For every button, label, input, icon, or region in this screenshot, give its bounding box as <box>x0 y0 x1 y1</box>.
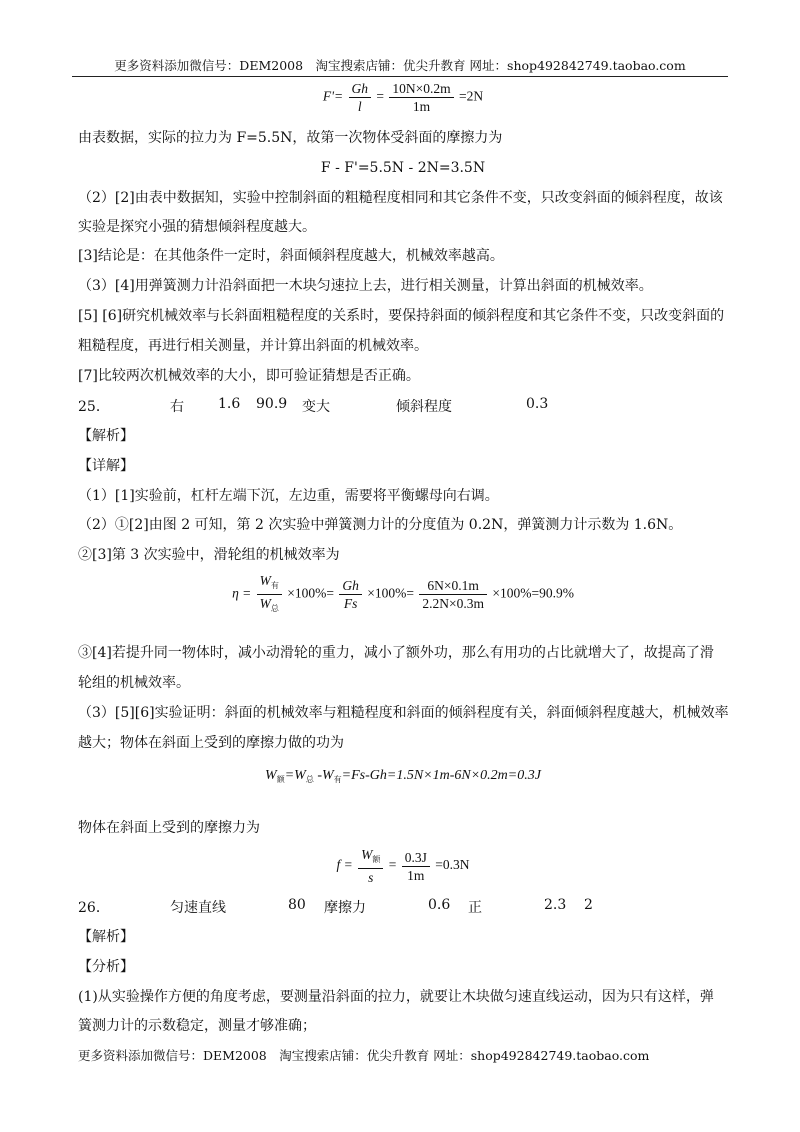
denominator: s <box>368 870 374 885</box>
formula-text: W <box>265 768 277 783</box>
paragraph: ③[4]若提升同一物体时，减小动滑轮的重力，减小了额外功，那么有用功的占比就增大了，故提高了滑 <box>78 645 714 661</box>
paragraph: （2）[2]由表中数据知，实验中控制斜面的粗糙程度相同和其它条件不变，只改变斜面的倾斜程度，故该 <box>78 190 723 206</box>
formula-f-prime <box>78 80 728 115</box>
paragraph: (1)从实验操作方便的角度考虑，要测量沿斜面的拉力，就要让木块做匀速直线运动，因为只有这样，弹 <box>78 989 714 1005</box>
fraction <box>389 80 453 115</box>
paragraph: [5] [6]研究机械效率与长斜面粗糙程度的关系时，要保持斜面的倾斜程度和其它条件不变，只改变斜面的 <box>78 308 725 324</box>
page-header: 更多资料添加微信号：DEM2008 淘宝搜索店铺：优尖升教育 网址：shop492842749.taobao.com <box>114 58 686 73</box>
denominator: 1m <box>407 867 425 883</box>
subscript: 有 <box>333 775 342 784</box>
answer-blank: 匀速直线 <box>170 900 226 916</box>
fraction <box>402 849 430 884</box>
question-number: 26． <box>78 900 110 916</box>
paragraph: 越大；物体在斜面上受到的摩擦力做的功为 <box>78 735 344 751</box>
paragraph: [7]比较两次机械效率的大小，即可验证猜想是否正确。 <box>78 368 420 384</box>
subscript: 总 <box>270 604 279 613</box>
section-label: 【详解】 <box>78 458 134 474</box>
answer-blank: 0.3 <box>526 396 549 412</box>
question-number: 25． <box>78 399 110 415</box>
paragraph: 实验是探究小强的猜想倾斜程度越大。 <box>78 219 316 235</box>
paragraph: （2）①[2]由图 2 可知，第 2 次实验中弹簧测力计的分度值为 0.2N，弹簧测力计示数为 1.6N。 <box>78 517 683 533</box>
formula-work <box>78 767 728 789</box>
answer-row-25 <box>78 396 728 416</box>
paragraph: 轮组的机械效率。 <box>78 675 190 691</box>
formula-lhs: F'= <box>322 88 344 104</box>
answer-blank: 80 <box>288 897 306 913</box>
numerator: W <box>259 573 271 588</box>
denominator: 1m <box>412 99 431 114</box>
denominator: W <box>259 596 271 611</box>
formula-text: ×100%= <box>367 585 414 601</box>
answer-blank: 0.6 <box>428 897 451 913</box>
subscript: 额 <box>276 775 285 784</box>
answer-blank: 倾斜程度 <box>396 399 452 415</box>
fraction <box>349 80 372 115</box>
page-footer: 更多资料添加微信号：DEM2008 淘宝搜索店铺：优尖升教育 网址：shop492842749.taobao.com <box>78 1048 650 1063</box>
answer-blank: 1.6 <box>218 396 241 412</box>
paragraph: 由表数据，实际的拉力为 F=5.5N，故第一次物体受斜面的摩擦力为 <box>78 130 503 146</box>
formula-result: =2N <box>459 88 484 104</box>
answer-blank: 2.3 <box>544 897 567 913</box>
subscript: 总 <box>305 775 314 784</box>
numerator: W <box>361 847 373 862</box>
paragraph: 粗糙程度，再进行相关测量，并计算出斜面的机械效率。 <box>78 338 428 354</box>
fraction <box>358 846 383 886</box>
paragraph: （3）[5][6]实验证明：斜面的机械效率与粗糙程度和斜面的倾斜程度有关，斜面倾斜程度越大，机械效率 <box>78 705 729 721</box>
denominator: l <box>357 99 362 114</box>
answer-blank: 变大 <box>302 399 330 415</box>
fraction <box>419 577 487 612</box>
formula-friction: F - F'=5.5N - 2N=3.5N <box>320 160 486 176</box>
formula-text: -W <box>313 768 334 783</box>
denominator: 2.2N×0.3m <box>422 596 484 611</box>
paragraph: 物体在斜面上受到的摩擦力为 <box>78 820 260 836</box>
formula-text: ×100%= <box>287 585 334 601</box>
subscript: 额 <box>372 855 381 864</box>
answer-blank: 90.9 <box>256 396 288 412</box>
formula-result: ×100%=90.9% <box>492 585 574 601</box>
formula-text: =W <box>284 768 306 783</box>
formula-result: =Fs-Gh=1.5N×1m-6N×0.2m=0.3J <box>341 768 541 783</box>
formula-result: =0.3N <box>435 857 470 873</box>
fraction <box>257 572 282 617</box>
numerator: Gh <box>339 577 362 595</box>
section-label: 【解析】 <box>78 929 134 945</box>
formula-efficiency <box>78 572 728 617</box>
paragraph: [3]结论是：在其他条件一定时，斜面倾斜程度越大，机械效率越高。 <box>78 248 504 264</box>
paragraph: （3）[4]用弹簧测力计沿斜面把一木块匀速拉上去，进行相关测量，计算出斜面的机械效率。 <box>78 278 653 294</box>
answer-blank: 右 <box>170 399 184 415</box>
formula-lhs: η = <box>232 585 252 601</box>
section-label: 【分析】 <box>78 959 134 975</box>
answer-blank: 正 <box>468 900 482 916</box>
formula-friction-force <box>78 846 728 886</box>
answer-row-26 <box>78 897 728 917</box>
numerator: 10N×0.2m <box>389 80 453 98</box>
header-divider <box>72 76 728 77</box>
paragraph: （1）[1]实验前，杠杆左端下沉，左边重，需要将平衡螺母向右调。 <box>78 488 499 504</box>
paragraph: 簧测力计的示数稳定，测量才够准确； <box>78 1018 316 1034</box>
numerator: Gh <box>349 80 372 98</box>
answer-blank: 摩擦力 <box>324 900 366 916</box>
denominator: Fs <box>343 596 358 611</box>
answer-blank: 2 <box>584 897 593 913</box>
formula-lhs: f = <box>336 857 353 873</box>
numerator: 0.3J <box>402 849 430 867</box>
equals: = <box>376 88 384 104</box>
fraction <box>339 577 362 612</box>
numerator: 6N×0.1m <box>419 577 487 595</box>
paragraph: ②[3]第 3 次实验中，滑轮组的机械效率为 <box>78 547 340 563</box>
section-label: 【解析】 <box>78 428 134 444</box>
subscript: 有 <box>270 581 279 590</box>
equals: = <box>388 857 397 873</box>
